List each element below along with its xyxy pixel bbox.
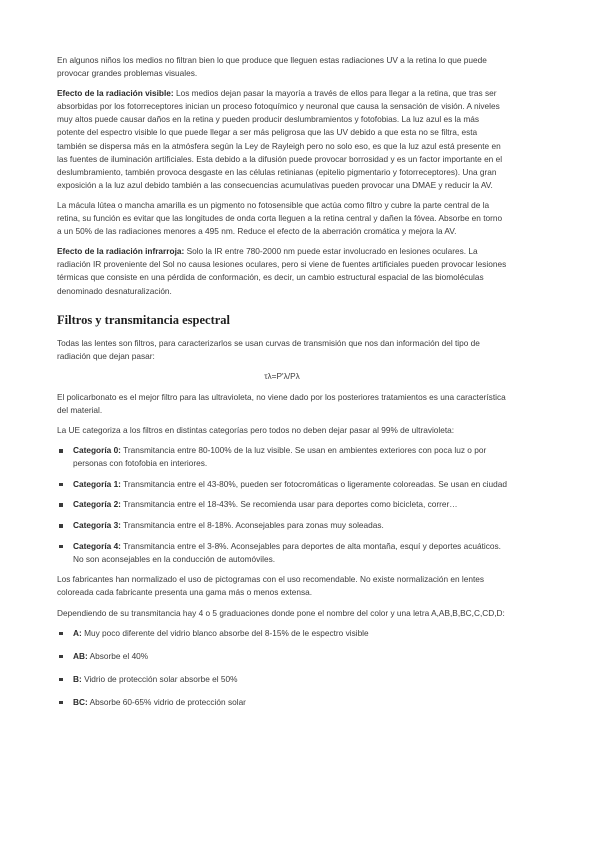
grades-list <box>57 627 507 709</box>
list-item <box>57 498 507 511</box>
bullet-icon <box>59 545 63 549</box>
list-item <box>57 673 507 686</box>
visible-radiation-label: Efecto de la radiación visible: <box>57 88 174 99</box>
grades-intro-paragraph: Dependiendo de su transmitancia hay 4 o 5 graduaciones donde pone el nombre del color y una letra A,AB,B,BC,C,CD,D: <box>57 607 505 618</box>
grade-text: Absorbe el 40% <box>87 650 149 661</box>
grade-label: A: <box>73 627 82 638</box>
category-text: Transmitancia entre el 3-8%. Aconsejables para deportes de alta montaña, esquí y deportes acuáticos. No son aconsejables en la conducción de automóviles. <box>73 540 501 564</box>
section-heading: Filtros y transmitancia espectral <box>57 312 230 327</box>
category-text: Transmitancia entre 80-100% de la luz visible. Se usan en ambientes exteriores con poca luz o por personas con fotofobia en interiores. <box>73 445 487 469</box>
bullet-icon <box>59 483 63 487</box>
grade-text: Absorbe 60-65% vidrio de protección solar <box>87 696 246 707</box>
list-item <box>57 478 507 491</box>
bullet-icon <box>59 678 63 682</box>
category-label: Categoría 4: <box>73 540 121 551</box>
transmittance-formula: τλ=P'λ/Pλ <box>264 370 300 381</box>
infrared-radiation-label: Efecto de la radiación infrarroja: <box>57 246 185 257</box>
category-text: Transmitancia entre el 18-43%. Se recomienda usar para deportes como bicicleta, correr… <box>120 499 458 510</box>
list-item <box>57 696 507 709</box>
grade-label: BC: <box>73 696 88 707</box>
macula-paragraph: La mácula lútea o mancha amarilla es un pigmento no fotosensible que actúa como filtro y cubre la parte central de la retina, su función es evitar que las longitudes de onda corta lleguen a la retina central y dañen la fóvea. Absorbe en torno a un 50% de las radiaciones menores a 495 nm. Reduce el efecto de la aberración cromática y mejora la AV. <box>57 199 503 237</box>
list-item <box>57 650 507 663</box>
ue-intro-paragraph: La UE categoriza a los filtros en distintas categorías pero todos no deben dejar pasar al 99% de ultravioleta: <box>57 425 455 436</box>
bullet-icon <box>59 503 63 507</box>
grade-text: Vidrio de protección solar absorbe el 50% <box>81 673 238 684</box>
grade-label: B: <box>73 673 82 684</box>
intro-paragraph: En algunos niños los medios no filtran bien lo que produce que lleguen estas radiaciones UV a la retina lo que puede provocar grandes problemas visuales. <box>57 55 487 79</box>
infrared-radiation-paragraph <box>57 245 507 297</box>
infrared-radiation-text: Solo la IR entre 780-2000 nm puede estar involucrado en lesiones oculares. La radiación IR proveniente del Sol no causa lesiones oculares, pero si viene de fuentes artificiales pueden provocar lesiones térmicas que consiste en una pérdida de conformación, es decir, un cambio estructural espacial de las biomoléculas denominado desnaturalización. <box>57 246 507 296</box>
grade-label: AB: <box>73 650 88 661</box>
visible-radiation-paragraph <box>57 87 507 192</box>
document-page <box>57 54 507 719</box>
category-label: Categoría 1: <box>73 478 121 489</box>
category-label: Categoría 3: <box>73 520 121 531</box>
bullet-icon <box>59 632 63 636</box>
manufacturers-paragraph: Los fabricantes han normalizado el uso de pictogramas con el uso recomendable. No existe normalización en lentes coloreada cada fabricante presenta una gama más o menos extensa. <box>57 574 485 598</box>
bullet-icon <box>59 524 63 528</box>
category-text: Transmitancia entre el 8-18%. Aconsejables para zonas muy soleadas. <box>120 520 384 531</box>
grade-text: Muy poco diferente del vidrio blanco absorbe del 8-15% de le espectro visible <box>81 627 369 638</box>
category-label: Categoría 0: <box>73 445 121 456</box>
list-item <box>57 540 507 566</box>
category-text: Transmitancia entre el 43-80%, pueden ser fotocromáticas o ligeramente coloreadas. Se usan en ciudad <box>120 478 507 489</box>
bullet-icon <box>59 655 63 659</box>
filters-intro-paragraph: Todas las lentes son filtros, para caracterizarlos se usan curvas de transmisión que nos dan información del tipo de radiación que dejan pasar: <box>57 337 480 361</box>
bullet-icon <box>59 449 63 453</box>
list-item <box>57 519 507 532</box>
category-label: Categoría 2: <box>73 499 121 510</box>
polycarbonate-paragraph: El policarbonato es el mejor filtro para las ultravioleta, no viene dado por los posteriores tratamientos es una característica del material. <box>57 391 506 415</box>
list-item <box>57 444 507 470</box>
list-item <box>57 627 507 640</box>
bullet-icon <box>59 701 63 705</box>
categories-list <box>57 444 507 566</box>
visible-radiation-text: Los medios dejan pasar la mayoría a través de ellos para llegar a la retina, que tras ser absorbidas por los fotorreceptores inician un proceso fotoquímico y neuronal que causa la sensación de visión. A niveles muy altos puede causar daños en la retina y pueden producir deslumbramientos y fotofobias. La luz azul es la más potente del espectro visible lo que puede llegar a ser más peligrosa que las UV debido a que esta no se filtra, esta también se dispersa más en la atmósfera según la Ley de Rayleigh pero no solo eso, es que la luz azul está presente en las fuentes de iluminación artificiales. Esta debido a la difusión puede provocar borrosidad y es un factor importante en el deslumbramiento, también provoca desgaste en las células retinianas (epitelio pigmentario y fotorreceptores). Una gran exposición a la luz azul debido también a las consecuencias acumulativas pueden provocar una DMAE y reducir la AV. <box>57 88 503 190</box>
